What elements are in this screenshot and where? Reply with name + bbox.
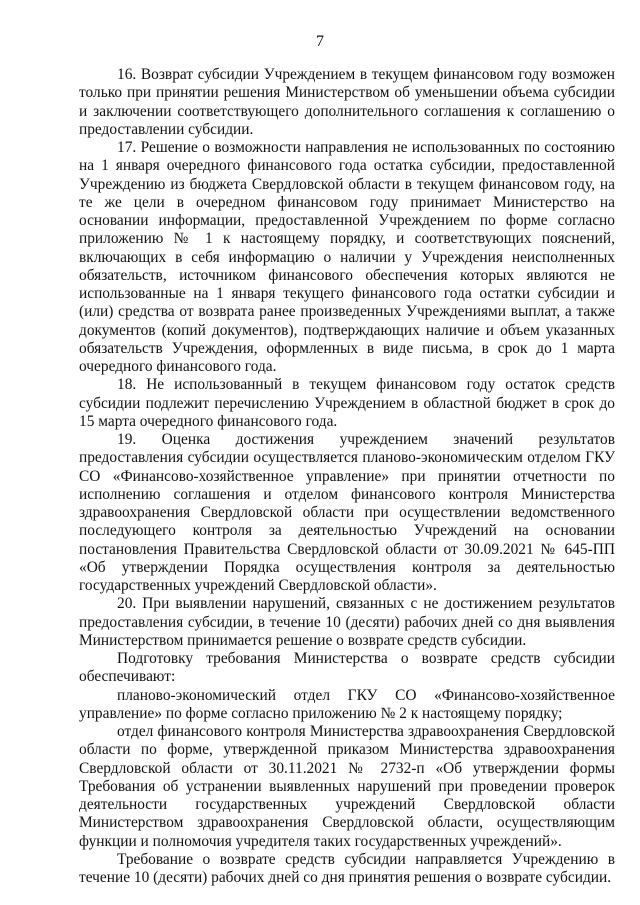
paragraph-20-violations: 20. При выявлении нарушений, связанных с не достижением результатов предоставления субсидии, в течение 10 (десяти) рабочих дней со дня выявления Министерством принимается решение о возврате средств субсидии. (79, 595, 615, 649)
document-body (79, 66, 615, 887)
paragraph-financial-control-department: отдел финансового контроля Министерства здравоохранения Свердловской области по форме, утвержденной приказом Министерства здравоохранения Свердловской области от 30.11.2021 № 2732-п «Об утверждении формы Требования об устранении выявленных нарушений при проведении проверок деятельности государственных учреждений Свердловской области Министерством здравоохранения Свердловской области, осуществляющим функции и полномочия учредителя таких государственных учреждений». (79, 723, 615, 850)
paragraph-planning-economic-department: планово-экономический отдел ГКУ СО «Финансово-хозяйственное управление» по форме согласно приложению № 2 к настоящему порядку; (79, 686, 615, 722)
page-number: 7 (316, 33, 324, 50)
paragraph-requirement-preparation: Подготовку требования Министерства о возврате средств субсидии обеспечивают: (79, 650, 615, 686)
paragraph-17-remaining-balance-decision: 17. Решение о возможности направления не использованных по состоянию на 1 января очередного финансового года остатка субсидии, предоставленной Учреждению из бюджета Свердловской области в текущем финансовом году, на те же цели в очередном финансовом году принимает Министерство на основании информации, предоставленной Учреждением по форме согласно приложению № 1 к настоящему порядку, и соответствующих пояснений, включающих в себя информацию о наличии у Учреждения неисполненных обязательств, источником финансового обеспечения которых являются не использованные на 1 января текущего финансового года остатки субсидии и (или) средства от возврата ранее произведенных Учреждениями выплат, а также документов (копий документов), подтверждающих наличие и объем указанных обязательств Учреждения, оформленных в виде письма, в срок до 1 марта очередного финансового года. (79, 139, 615, 375)
paragraph-requirement-sending: Требование о возврате средств субсидии направляется Учреждению в течение 10 (десяти) рабочих дней со дня принятия решения о возврате субсидии. (79, 850, 615, 886)
paragraph-18-unused-balance-transfer: 18. Не использованный в текущем финансовом году остаток средств субсидии подлежит перечислению Учреждением в областной бюджет в срок до 15 марта очередного финансового года. (79, 376, 615, 430)
paragraph-16-subsidy-return: 16. Возврат субсидии Учреждением в текущем финансовом году возможен только при принятии решения Министерством об уменьшении объема субсидии и заключении соответствующего дополнительного соглашения к соглашению о предоставлении субсидии. (79, 66, 615, 138)
paragraph-19-results-evaluation: 19. Оценка достижения учреждением значений результатов предоставления субсидии осуществляется планово-экономическим отделом ГКУ СО «Финансово-хозяйственное управление» при принятии отчетности по исполнению соглашения и отделом финансового контроля Министерства здравоохранения Свердловской области при осуществлении ведомственного последующего контроля за деятельностью Учреждений на основании постановления Правительства Свердловской области от 30.09.2021 № 645-ПП «Об утверждении Порядка осуществления контроля за деятельностью государственных учреждений Свердловской области». (79, 431, 615, 594)
